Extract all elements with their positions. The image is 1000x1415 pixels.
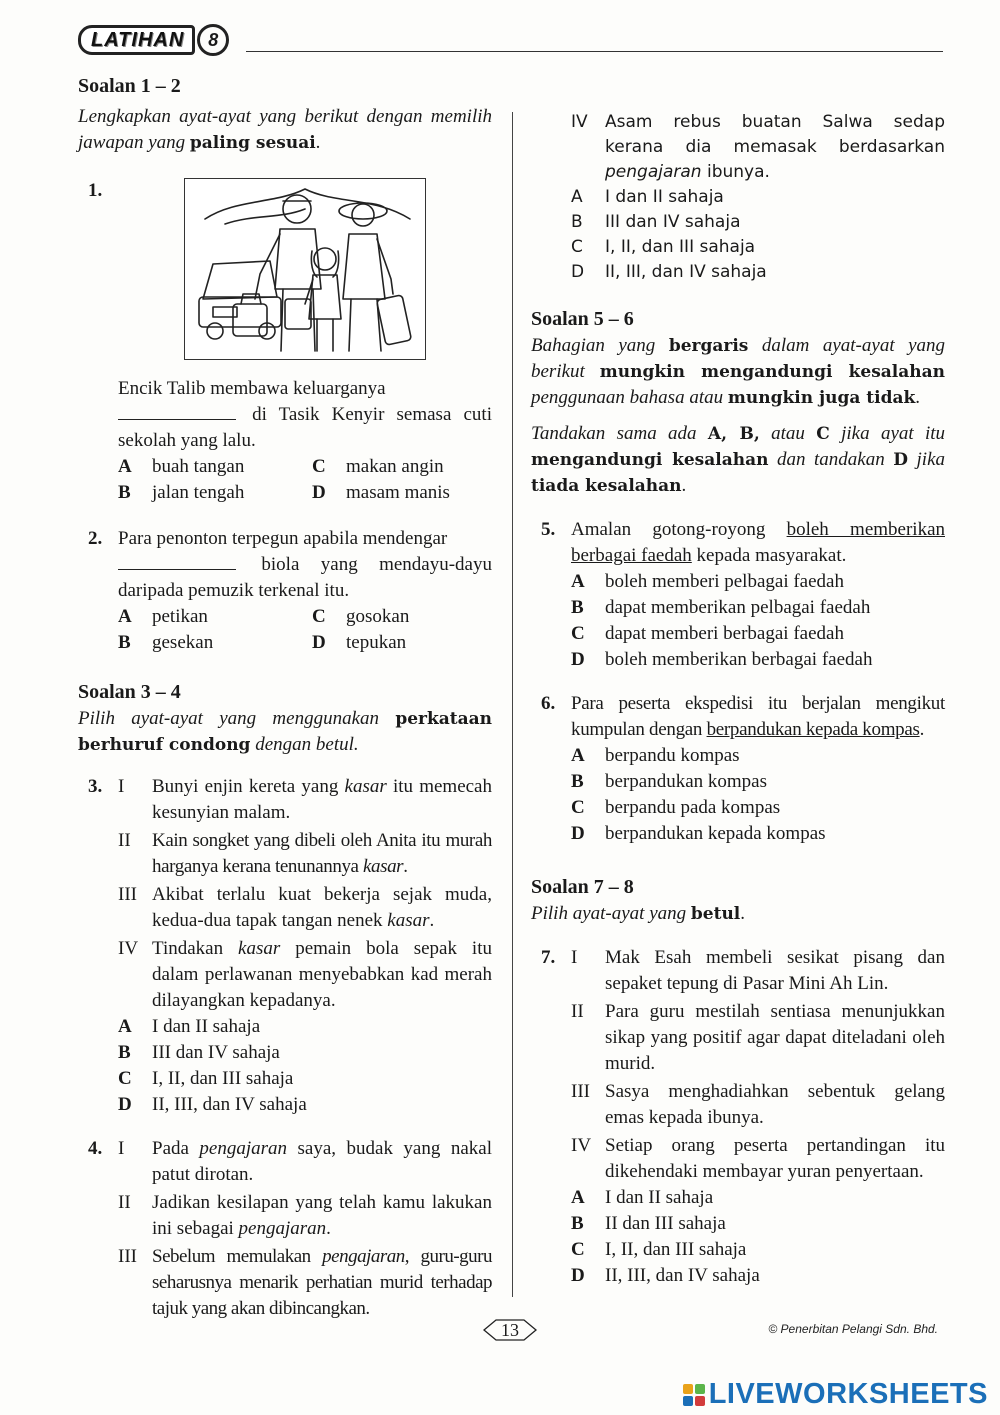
option-letter: B — [571, 212, 583, 232]
option-letter: B — [571, 771, 584, 792]
underlined-phrase: boleh memberikan berbagai faedah — [571, 519, 945, 566]
badge-label: LATIHAN — [78, 25, 195, 55]
instruction-3-4 — [78, 706, 492, 758]
statement-iii — [118, 1244, 492, 1322]
statement-pre: Sebelum memulakan — [152, 1246, 323, 1267]
option-b[interactable] — [118, 630, 312, 656]
option-d[interactable] — [571, 821, 945, 847]
instruction-end: . — [915, 387, 921, 408]
option-letter: D — [118, 1094, 132, 1115]
instruction-bold: bergaris — [668, 336, 749, 356]
question-4-continued — [531, 110, 945, 285]
option-d[interactable] — [312, 480, 502, 506]
option-letter: A — [571, 187, 583, 207]
question-number: 4. — [88, 1138, 103, 1159]
instruction-5-6-a — [531, 333, 945, 411]
statement-iv — [118, 936, 492, 1014]
statement-post: ibunya. — [701, 162, 770, 182]
question-2-text — [118, 526, 492, 604]
option-letter: D — [571, 1265, 585, 1286]
option-letter: D — [312, 632, 326, 653]
option-a[interactable] — [118, 454, 312, 480]
option-letter: C — [118, 1068, 132, 1089]
statement-text — [152, 882, 492, 934]
option-c[interactable] — [571, 795, 945, 821]
statement-text: Para guru mestilah sentiasa menunjukkan sikap yang positif agar dapat diteladani oleh murid. — [605, 1001, 945, 1074]
instruction-bold: A, B, — [707, 424, 760, 444]
roman-numeral: IV — [571, 1135, 592, 1156]
statement-ii — [118, 1190, 492, 1242]
roman-numeral: III — [571, 1081, 590, 1102]
instruction-end: . — [740, 903, 746, 924]
family-trip-illustration — [184, 178, 426, 360]
statement-post: . — [429, 910, 435, 931]
option-c[interactable] — [312, 604, 502, 630]
instruction-text: Lengkapkan ayat-ayat yang berikut dengan memilih jawapan yang — [78, 106, 492, 153]
option-c[interactable] — [312, 454, 502, 480]
instruction-end: . — [315, 132, 321, 153]
option-text: I, II, dan III sahaja — [152, 1068, 294, 1089]
options-q2 — [118, 604, 492, 656]
instruction-bold: C — [816, 424, 830, 444]
publisher-credit: © Penerbitan Pelangi Sdn. Bhd. — [768, 1322, 938, 1336]
statement-post: pemain bola sepak itu dalam perlawanan menyebabkan kad merah dilayangkan kepadanya. — [152, 938, 492, 1011]
option-letter: A — [571, 745, 585, 766]
section-title-7-8: Soalan 7 – 8 — [531, 876, 634, 898]
question-1 — [78, 178, 492, 506]
instruction-text: dan tandakan — [776, 449, 885, 470]
option-letter: A — [118, 1016, 132, 1037]
statement-ii — [571, 999, 945, 1077]
exercise-badge — [78, 26, 229, 54]
options-q6 — [571, 743, 945, 847]
option-d[interactable] — [571, 260, 945, 285]
option-letter: A — [118, 456, 132, 477]
roman-numeral: II — [571, 1001, 584, 1022]
instruction-text: jika ayat itu — [841, 423, 946, 444]
option-text: II, III, dan IV sahaja — [605, 1265, 760, 1286]
option-text: I, II, dan III sahaja — [605, 1239, 747, 1260]
statement-italic: kasar — [238, 938, 281, 959]
option-letter: B — [571, 1213, 584, 1234]
option-b[interactable] — [571, 769, 945, 795]
question-number: 5. — [541, 519, 556, 540]
option-letter: D — [312, 482, 326, 503]
instruction-bold: D — [893, 450, 908, 470]
statement-post: itu memecah kesunyian malam. — [152, 776, 492, 823]
option-text: II dan III sahaja — [605, 1213, 726, 1234]
question-number: 2. — [88, 528, 103, 549]
statement-pre: Tindakan — [152, 938, 239, 959]
option-text: jalan tengah — [152, 482, 245, 503]
statement-iii — [571, 1079, 945, 1131]
statement-text — [152, 1244, 492, 1322]
instruction-text: penggunaan bahasa atau — [531, 387, 724, 408]
option-letter: A — [571, 571, 585, 592]
option-a[interactable] — [571, 569, 945, 595]
statement-i — [118, 774, 492, 826]
statement-pre: Pada — [152, 1138, 200, 1159]
instruction-end: dengan betul. — [255, 734, 359, 755]
option-letter: B — [118, 482, 131, 503]
option-text: II, III, dan IV sahaja — [605, 262, 767, 282]
statement-text: Mak Esah membeli sesikat pisang dan sepaket tepung di Pasar Mini Ah Lin. — [605, 947, 945, 994]
statement-italic: pengajaran — [322, 1246, 405, 1267]
statement-text — [152, 1136, 492, 1188]
statement-pre: Kain songket yang dibeli oleh Anita itu murah harganya kerana tenunannya — [152, 830, 492, 877]
option-text: dapat memberikan pelbagai faedah — [605, 597, 871, 618]
options-q4 — [571, 185, 945, 285]
underlined-phrase: berpandukan kepada kompas — [706, 719, 920, 740]
instruction-text: Bahagian yang — [531, 335, 656, 356]
option-text: I, II, dan III sahaja — [605, 237, 756, 257]
instruction-text: Tandakan sama ada — [531, 423, 697, 444]
liveworksheets-logo-icon — [683, 1384, 705, 1406]
question-text-pre: Amalan gotong-royong — [571, 519, 787, 540]
page-number-text: 13 — [501, 1319, 519, 1340]
option-text: tepukan — [346, 632, 407, 653]
option-letter: D — [571, 649, 585, 670]
roman-numeral: I — [118, 776, 125, 797]
option-text: II, III, dan IV sahaja — [152, 1094, 307, 1115]
option-text: berpandu kompas — [605, 745, 740, 766]
question-text-a: Encik Talib membawa keluarganya — [118, 378, 386, 399]
instruction-5-6-b — [531, 421, 945, 499]
statement-iv — [571, 110, 945, 185]
option-text: I dan II sahaja — [605, 1187, 714, 1208]
question-number: 3. — [88, 776, 103, 797]
option-text: gosokan — [346, 606, 410, 627]
statement-iii — [118, 882, 492, 934]
options-q5 — [571, 569, 945, 673]
section-title-1-2: Soalan 1 – 2 — [78, 75, 181, 97]
question-2 — [78, 526, 492, 656]
options-q1 — [118, 454, 492, 506]
option-d[interactable] — [312, 630, 502, 656]
option-text: III dan IV sahaja — [605, 212, 741, 232]
option-text: masam manis — [346, 482, 450, 503]
header-rule — [246, 51, 943, 52]
statement-iv — [571, 1133, 945, 1185]
roman-numeral: II — [118, 1192, 131, 1213]
left-column — [78, 72, 492, 1322]
page-number — [482, 1318, 538, 1342]
option-letter: C — [312, 606, 326, 627]
statement-post: , guru-guru seharusnya menarik perhatian murid terhadap tajuk yang akan dibincangkan. — [152, 1246, 492, 1319]
roman-numeral: IV — [571, 112, 588, 132]
statement-italic: pengajaran — [238, 1218, 327, 1239]
section-title-3-4: Soalan 3 – 4 — [78, 681, 181, 703]
question-7 — [531, 945, 945, 1289]
option-c[interactable] — [571, 1237, 945, 1263]
option-letter: B — [571, 597, 584, 618]
statement-pre: Jadikan kesilapan yang telah kamu lakukan ini sebagai — [152, 1192, 492, 1239]
statement-post: . — [326, 1218, 331, 1239]
statement-text — [605, 110, 945, 185]
instruction-text: atau — [771, 423, 805, 444]
question-text-post: . — [919, 719, 925, 740]
option-letter: A — [571, 1187, 585, 1208]
option-a[interactable] — [118, 604, 312, 630]
option-c[interactable] — [571, 235, 945, 260]
right-column — [531, 110, 945, 1289]
badge-number: 8 — [197, 24, 229, 56]
statement-pre: Bunyi enjin kereta yang — [152, 776, 345, 797]
option-b[interactable] — [571, 210, 945, 235]
option-b[interactable] — [118, 480, 312, 506]
question-number: 6. — [541, 693, 556, 714]
option-d[interactable] — [571, 647, 945, 673]
section-title-5-6: Soalan 5 – 6 — [531, 308, 634, 330]
liveworksheets-watermark — [683, 1378, 988, 1411]
roman-numeral: III — [118, 1246, 137, 1267]
instruction-text: Pilih ayat-ayat yang menggunakan — [78, 708, 380, 729]
option-text: boleh memberi pelbagai faedah — [605, 571, 844, 592]
option-letter: C — [571, 797, 585, 818]
option-b[interactable] — [571, 595, 945, 621]
statement-text — [152, 936, 492, 1014]
option-letter: D — [571, 823, 585, 844]
question-text-b: di Tasik Kenyir semasa cuti sekolah yang lalu. — [118, 404, 492, 451]
instruction-bold: paling sesuai — [189, 133, 316, 153]
option-letter: B — [118, 632, 131, 653]
instruction-bold: mengandungi kesalahan — [531, 450, 769, 470]
column-divider — [512, 112, 513, 1297]
statement-italic: kasar — [362, 856, 404, 877]
statement-i — [571, 945, 945, 997]
option-letter: C — [312, 456, 326, 477]
statement-post: . — [403, 856, 408, 877]
option-text: boleh memberikan berbagai faedah — [605, 649, 873, 670]
instruction-text: dalam ayat-ayat yang berikut — [531, 335, 946, 382]
option-text: I dan II sahaja — [605, 187, 724, 207]
options-q7 — [571, 1185, 945, 1289]
statement-post: saya, budak yang nakal patut dirotan. — [152, 1138, 492, 1185]
question-4 — [78, 1136, 492, 1322]
instruction-text: jika — [916, 449, 946, 470]
option-a[interactable] — [118, 1014, 492, 1040]
statement-text — [152, 774, 492, 826]
question-3 — [78, 774, 492, 1118]
question-6 — [531, 691, 945, 847]
option-letter: C — [571, 1239, 585, 1260]
instruction-bold: mungkin juga tidak — [727, 388, 916, 408]
option-d[interactable] — [571, 1263, 945, 1289]
option-text: buah tangan — [152, 456, 245, 477]
roman-numeral: I — [118, 1138, 125, 1159]
instruction-bold: perkataan berhuruf condong — [78, 709, 493, 755]
question-text-a: Para penonton terpegun apabila mendengar — [118, 528, 448, 549]
option-b[interactable] — [118, 1040, 492, 1066]
question-6-text — [571, 691, 945, 743]
option-letter: C — [571, 237, 583, 257]
statement-i — [118, 1136, 492, 1188]
roman-numeral: II — [118, 830, 131, 851]
answer-blank[interactable] — [118, 553, 236, 570]
option-text: berpandu pada kompas — [605, 797, 781, 818]
option-b[interactable] — [571, 1211, 945, 1237]
option-letter: D — [571, 262, 585, 282]
statement-italic: kasar — [344, 776, 387, 797]
statement-text: Sasya menghadiahkan sebentuk gelang emas kepada ibunya. — [605, 1081, 945, 1128]
instruction-1-2 — [78, 104, 492, 156]
statement-italic: pengajaran — [199, 1138, 288, 1159]
options-q3 — [118, 1014, 492, 1118]
question-1-text — [118, 376, 492, 454]
option-letter: A — [118, 606, 132, 627]
option-a[interactable] — [571, 185, 945, 210]
question-number: 7. — [541, 947, 556, 968]
option-text: berpandukan kepada kompas — [605, 823, 826, 844]
option-letter: C — [571, 623, 585, 644]
option-c[interactable] — [571, 621, 945, 647]
statement-text — [152, 828, 492, 880]
instruction-bold: tiada kesalahan — [531, 476, 682, 496]
option-letter: B — [118, 1042, 131, 1063]
option-a[interactable] — [571, 1185, 945, 1211]
statement-ii — [118, 828, 492, 880]
question-text-b: biola yang mendayu-dayu daripada pemuzik terkenal itu. — [118, 554, 492, 601]
option-text: makan angin — [346, 456, 444, 477]
option-text: gesekan — [152, 632, 214, 653]
instruction-bold: mungkin mengandungi kesalahan — [599, 362, 946, 382]
watermark-text: LIVEWORKSHEETS — [708, 1378, 988, 1410]
roman-numeral: IV — [118, 938, 139, 959]
question-5 — [531, 517, 945, 673]
option-c[interactable] — [118, 1066, 492, 1092]
statement-text — [152, 1190, 492, 1242]
option-text: dapat memberi berbagai faedah — [605, 623, 844, 644]
option-d[interactable] — [118, 1092, 492, 1118]
statement-italic: kasar — [387, 910, 430, 931]
question-number: 1. — [88, 180, 103, 201]
statement-pre: Akibat terlalu kuat bekerja sejak muda, kedua-dua tapak tangan nenek — [152, 884, 492, 931]
option-text: berpandukan kompas — [605, 771, 767, 792]
option-text: I dan II sahaja — [152, 1016, 261, 1037]
statement-text: Setiap orang peserta pertandingan itu dikehendaki membayar yuran penyertaan. — [605, 1135, 945, 1182]
instruction-7-8 — [531, 901, 945, 927]
instruction-bold: betul — [690, 904, 741, 924]
option-a[interactable] — [571, 743, 945, 769]
roman-numeral: I — [571, 947, 578, 968]
statement-pre: Asam rebus buatan Salwa sedap kerana dia memasak berdasarkan — [605, 112, 945, 157]
instruction-text: Pilih ayat-ayat yang — [531, 903, 687, 924]
statement-italic: pengajaran — [605, 162, 702, 182]
question-text-pre: Para peserta ekspedisi itu berjalan mengikut kumpulan dengan — [571, 693, 945, 740]
instruction-end: . — [681, 475, 687, 496]
answer-blank[interactable] — [118, 403, 236, 420]
question-text-post: kepada masyarakat. — [691, 545, 847, 566]
roman-numeral: III — [118, 884, 137, 905]
option-text: III dan IV sahaja — [152, 1042, 280, 1063]
option-text: petikan — [152, 606, 208, 627]
question-5-text — [571, 517, 945, 569]
